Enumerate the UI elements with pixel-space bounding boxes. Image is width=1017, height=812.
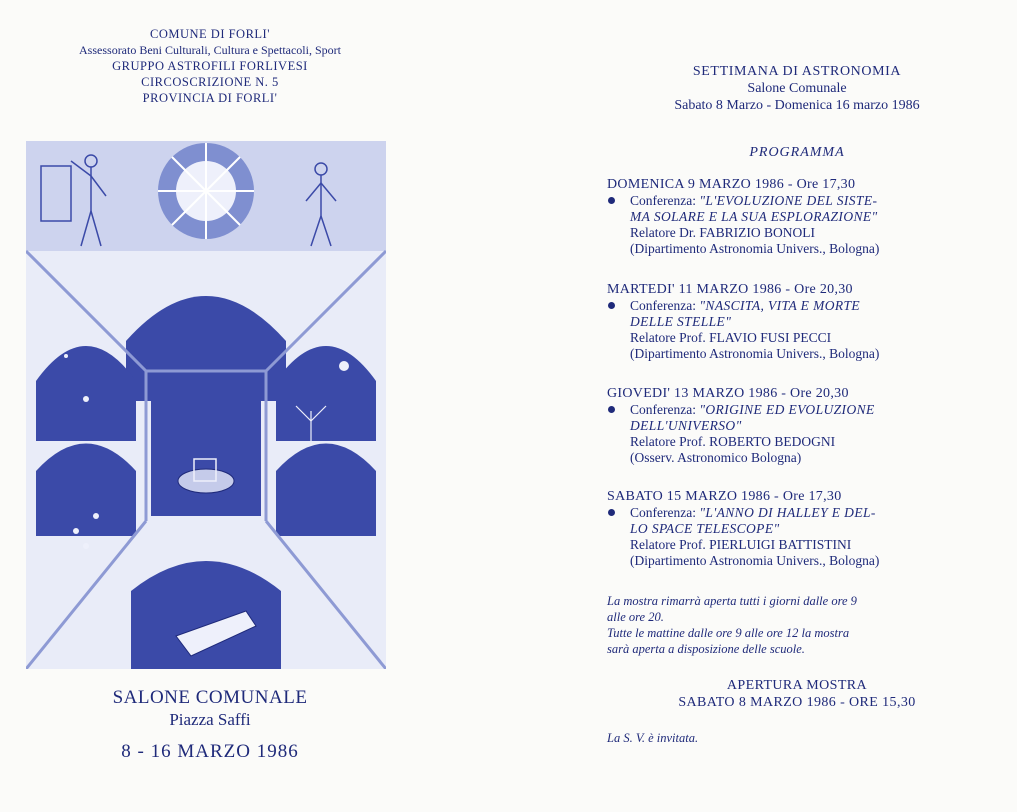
event-date: SABATO 15 MARZO 1986 - Ore 17,30 [607, 489, 842, 504]
programma-heading: PROGRAMMA [749, 145, 845, 160]
event-title-line2: LO SPACE TELESCOPE" [630, 521, 780, 536]
event-speaker: Relatore Prof. ROBERTO BEDOGNI [630, 434, 836, 449]
event-body [607, 402, 987, 466]
event-affiliation: (Dipartimento Astronomia Univers., Bologna) [630, 241, 880, 256]
event-4 [607, 489, 987, 569]
event-speaker: Relatore Dr. FABRIZIO BONOLI [630, 225, 815, 240]
event-title-line2: MA SOLARE E LA SUA ESPLORAZIONE" [630, 209, 878, 224]
header-assessorato: Assessorato Beni Culturali, Cultura e Spettacoli, Sport [79, 43, 341, 57]
event-title-line1: "ORIGINE ED EVOLUZIONE [699, 402, 875, 417]
event-3 [607, 386, 987, 466]
header-provincia: PROVINCIA DI FORLI' [142, 91, 278, 105]
header-comune: COMUNE DI FORLI' [150, 27, 270, 41]
event-conf-label: Conferenza: [630, 193, 696, 208]
header-gruppo: GRUPPO ASTROFILI FORLIVESI [112, 59, 308, 73]
note-line: Tutte le mattine dalle ore 9 alle ore 12 la mostra [607, 626, 850, 640]
event-title-line1: "L'ANNO DI HALLEY E DEL- [699, 505, 876, 520]
astronomy-illustration [26, 141, 386, 669]
footer-square: Piazza Saffi [169, 710, 251, 729]
note-line: alle ore 20. [607, 610, 664, 624]
page-title: SETTIMANA DI ASTRONOMIA [692, 64, 902, 79]
event-date: DOMENICA 9 MARZO 1986 - Ore 17,30 [607, 177, 856, 192]
footer-venue: SALONE COMUNALE [112, 687, 308, 708]
event-conf-label: Conferenza: [630, 505, 696, 520]
event-body [607, 505, 987, 569]
footer-dates: 8 - 16 MARZO 1986 [121, 741, 299, 762]
event-title-line2: DELLE STELLE" [630, 314, 732, 329]
event-affiliation: (Osserv. Astronomico Bologna) [630, 450, 802, 465]
event-conf-label: Conferenza: [630, 402, 696, 417]
note-line: sarà aperta a disposizione delle scuole. [607, 642, 805, 656]
event-2 [607, 282, 987, 362]
bullet-icon [608, 197, 615, 204]
bullet-icon [608, 509, 615, 516]
event-body [607, 193, 987, 257]
bullet-icon [608, 406, 615, 413]
event-affiliation: (Dipartimento Astronomia Univers., Bologna) [630, 553, 880, 568]
event-title-line1: "NASCITA, VITA E MORTE [699, 298, 861, 313]
event-affiliation: (Dipartimento Astronomia Univers., Bologna) [630, 346, 880, 361]
right-panel [597, 0, 997, 812]
event-body [607, 298, 987, 362]
header-circoscrizione: CIRCOSCRIZIONE N. 5 [141, 75, 279, 89]
opening-datetime: SABATO 8 MARZO 1986 - ORE 15,30 [678, 695, 916, 710]
event-title-line1: "L'EVOLUZIONE DEL SISTE- [699, 193, 878, 208]
left-panel [0, 0, 420, 812]
event-speaker: Relatore Prof. FLAVIO FUSI PECCI [630, 330, 832, 345]
note-line: La mostra rimarrà aperta tutti i giorni dalle ore 9 [607, 594, 857, 608]
opening-heading: APERTURA MOSTRA [726, 678, 868, 693]
event-title-line2: DELL'UNIVERSO" [630, 418, 742, 433]
event-speaker: Relatore Prof. PIERLUIGI BATTISTINI [630, 537, 852, 552]
event-conf-label: Conferenza: [630, 298, 696, 313]
invitation-text: La S. V. è invitata. [607, 731, 699, 745]
event-date: MARTEDI' 11 MARZO 1986 - Ore 20,30 [607, 282, 853, 297]
event-date: GIOVEDI' 13 MARZO 1986 - Ore 20,30 [607, 386, 849, 401]
title-location: Salone Comunale [747, 81, 847, 96]
exhibition-notes [607, 593, 987, 657]
event-1 [607, 177, 987, 257]
bullet-icon [608, 302, 615, 309]
title-dates: Sabato 8 Marzo - Domenica 16 marzo 1986 [674, 98, 920, 113]
